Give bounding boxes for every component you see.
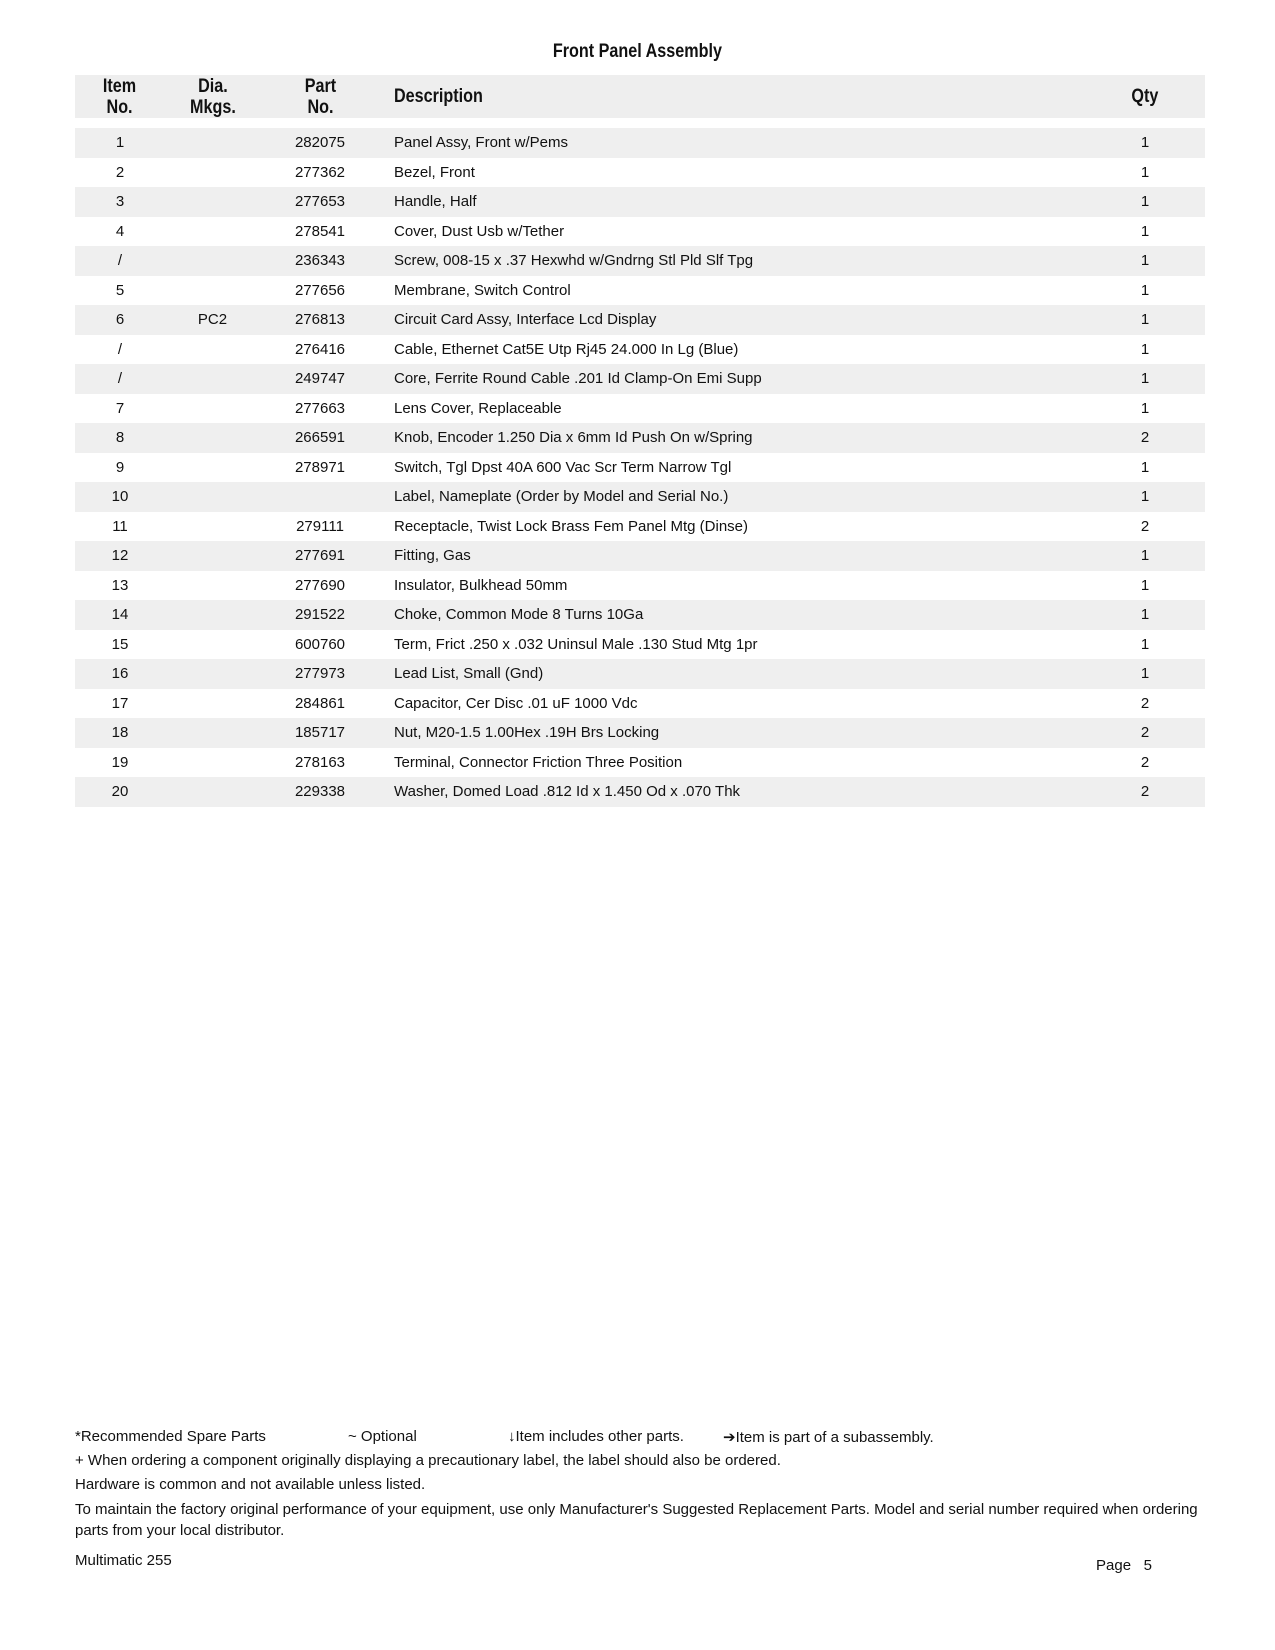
cell-description: Switch, Tgl Dpst 40A 600 Vac Scr Term Narrow Tgl	[394, 458, 732, 476]
note-hardware: Hardware is common and not available unless listed.	[75, 1476, 426, 1493]
header-part-no: Part No.	[304, 75, 336, 118]
cell-item-no: 14	[111, 606, 129, 624]
cell-item-no: 15	[111, 635, 129, 653]
table-row	[75, 335, 1205, 365]
table-row	[75, 777, 1205, 807]
cell-part-no: 278971	[294, 458, 346, 476]
cell-part-no: 278163	[294, 753, 346, 771]
table-row	[75, 364, 1205, 394]
cell-part-no: 282075	[294, 134, 346, 152]
cell-description: Choke, Common Mode 8 Turns 10Ga	[394, 606, 644, 624]
cell-part-no: 236343	[294, 252, 346, 270]
cell-qty: 1	[1140, 281, 1150, 299]
cell-description: Core, Ferrite Round Cable .201 Id Clamp-On Emi Supp	[394, 370, 762, 388]
table-header	[75, 75, 1205, 118]
cell-description: Cover, Dust Usb w/Tether	[394, 222, 565, 240]
page-number	[1096, 1557, 1152, 1574]
cell-qty: 1	[1140, 665, 1150, 683]
table-row	[75, 630, 1205, 660]
table-body	[75, 128, 1205, 807]
model-name: Multimatic 255	[75, 1552, 172, 1569]
cell-qty: 2	[1140, 724, 1150, 742]
cell-qty: 1	[1140, 370, 1150, 388]
legend-includes-parts: ↓Item includes other parts.	[508, 1428, 684, 1445]
page-label: Page	[1096, 1557, 1132, 1574]
cell-item-no: 6	[115, 311, 125, 329]
cell-qty: 2	[1140, 753, 1150, 771]
legend	[75, 1428, 1205, 1446]
table-row	[75, 571, 1205, 601]
cell-qty: 2	[1140, 429, 1150, 447]
table-row	[75, 187, 1205, 217]
cell-description: Bezel, Front	[394, 163, 475, 181]
cell-item-no: 17	[111, 694, 129, 712]
table-row	[75, 246, 1205, 276]
table-row	[75, 482, 1205, 512]
cell-part-no: 185717	[294, 724, 346, 742]
table-row	[75, 423, 1205, 453]
cell-qty: 1	[1140, 458, 1150, 476]
cell-item-no: 19	[111, 753, 129, 771]
cell-item-no: 4	[115, 222, 125, 240]
cell-description: Membrane, Switch Control	[394, 281, 571, 299]
cell-item-no: 16	[111, 665, 129, 683]
table-row	[75, 718, 1205, 748]
cell-qty: 2	[1140, 694, 1150, 712]
cell-item-no: 20	[111, 783, 129, 801]
cell-item-no: 5	[115, 281, 125, 299]
cell-item-no: 7	[115, 399, 125, 417]
cell-item-no: 13	[111, 576, 129, 594]
cell-part-no: 277973	[294, 665, 346, 683]
cell-part-no: 284861	[294, 694, 346, 712]
header-description: Description	[394, 86, 483, 107]
table-row	[75, 276, 1205, 306]
page-title: Front Panel Assembly	[552, 41, 722, 62]
table-row	[75, 689, 1205, 719]
cell-part-no: 266591	[294, 429, 346, 447]
cell-description: Washer, Domed Load .812 Id x 1.450 Od x .070 Thk	[394, 783, 741, 801]
cell-part-no: 279111	[296, 517, 344, 535]
cell-qty: 1	[1140, 635, 1150, 653]
cell-part-no: 277690	[294, 576, 346, 594]
cell-qty: 1	[1140, 606, 1150, 624]
cell-item-no: /	[117, 340, 123, 358]
cell-part-no: 249747	[294, 370, 346, 388]
cell-qty: 2	[1140, 517, 1150, 535]
cell-qty: 1	[1140, 311, 1150, 329]
legend-spare-parts: *Recommended Spare Parts	[75, 1428, 266, 1445]
cell-qty: 1	[1140, 547, 1150, 565]
cell-description: Cable, Ethernet Cat5E Utp Rj45 24.000 In Lg (Blue)	[394, 340, 739, 358]
cell-description: Lead List, Small (Gnd)	[394, 665, 544, 683]
cell-qty: 1	[1140, 193, 1150, 211]
cell-description: Receptacle, Twist Lock Brass Fem Panel Mtg (Dinse)	[394, 517, 749, 535]
note-precautionary-label: + When ordering a component originally displaying a precautionary label, the label should also be ordered.	[75, 1452, 781, 1469]
cell-description: Insulator, Bulkhead 50mm	[394, 576, 568, 594]
cell-item-no: /	[117, 252, 123, 270]
table-row	[75, 748, 1205, 778]
page-number-value: 5	[1143, 1557, 1152, 1574]
cell-description: Handle, Half	[394, 193, 477, 211]
cell-description: Terminal, Connector Friction Three Position	[394, 753, 683, 771]
cell-description: Term, Frict .250 x .032 Uninsul Male .130 Stud Mtg 1pr	[394, 635, 758, 653]
table-row	[75, 600, 1205, 630]
cell-part-no: 291522	[294, 606, 346, 624]
cell-qty: 1	[1140, 252, 1150, 270]
table-row	[75, 394, 1205, 424]
cell-qty: 1	[1140, 340, 1150, 358]
cell-description: Screw, 008-15 x .37 Hexwhd w/Gndrng Stl Pld Slf Tpg	[394, 252, 754, 270]
cell-description: Circuit Card Assy, Interface Lcd Display	[394, 311, 657, 329]
cell-qty: 1	[1140, 576, 1150, 594]
cell-item-no: 12	[111, 547, 129, 565]
table-row	[75, 128, 1205, 158]
cell-item-no: 10	[111, 488, 129, 506]
header-item-no: Item No.	[103, 75, 137, 118]
table-row	[75, 512, 1205, 542]
cell-description: Knob, Encoder 1.250 Dia x 6mm Id Push On w/Spring	[394, 429, 753, 447]
cell-description: Lens Cover, Replaceable	[394, 399, 562, 417]
legend-subassembly: ➔Item is part of a subassembly.	[723, 1429, 934, 1446]
cell-description: Label, Nameplate (Order by Model and Serial No.)	[394, 488, 729, 506]
cell-item-no: 3	[115, 193, 125, 211]
cell-qty: 1	[1140, 399, 1150, 417]
cell-qty: 1	[1140, 163, 1150, 181]
cell-part-no: 278541	[294, 222, 346, 240]
cell-qty: 1	[1140, 488, 1150, 506]
cell-qty: 1	[1140, 134, 1150, 152]
cell-part-no: 277663	[294, 399, 346, 417]
cell-part-no: 229338	[294, 783, 346, 801]
cell-description: Capacitor, Cer Disc .01 uF 1000 Vdc	[394, 694, 638, 712]
cell-item-no: 11	[112, 517, 128, 535]
cell-part-no: 277656	[294, 281, 346, 299]
cell-item-no: 1	[115, 134, 125, 152]
cell-item-no: 8	[115, 429, 125, 447]
header-dia-mkgs: Dia. Mkgs.	[189, 75, 236, 118]
cell-description: Nut, M20-1.5 1.00Hex .19H Brs Locking	[394, 724, 660, 742]
cell-part-no: 600760	[294, 635, 346, 653]
table-row	[75, 217, 1205, 247]
cell-item-no: /	[117, 370, 123, 388]
cell-qty: 1	[1140, 222, 1150, 240]
note-factory-parts: To maintain the factory original performance of your equipment, use only Manufacturer's Suggested Replacement Parts. Model and serial number required when ordering parts from your local distributor.	[75, 1501, 1198, 1539]
cell-qty: 2	[1140, 783, 1150, 801]
table-row	[75, 541, 1205, 571]
cell-part-no: 276416	[294, 340, 346, 358]
cell-item-no: 9	[115, 458, 125, 476]
cell-dia-mkgs: PC2	[197, 311, 228, 329]
table-row	[75, 158, 1205, 188]
cell-part-no: 277362	[294, 163, 346, 181]
cell-part-no: 277691	[294, 547, 346, 565]
table-row	[75, 659, 1205, 689]
cell-part-no: 277653	[294, 193, 346, 211]
cell-part-no: 276813	[294, 311, 346, 329]
cell-description: Fitting, Gas	[394, 547, 471, 565]
table-row	[75, 453, 1205, 483]
cell-item-no: 18	[111, 724, 129, 742]
cell-description: Panel Assy, Front w/Pems	[394, 134, 568, 152]
header-qty: Qty	[1131, 86, 1159, 107]
cell-item-no: 2	[115, 163, 125, 181]
table-row	[75, 305, 1205, 335]
legend-optional: ~ Optional	[348, 1428, 417, 1445]
parts-table	[75, 75, 1205, 807]
